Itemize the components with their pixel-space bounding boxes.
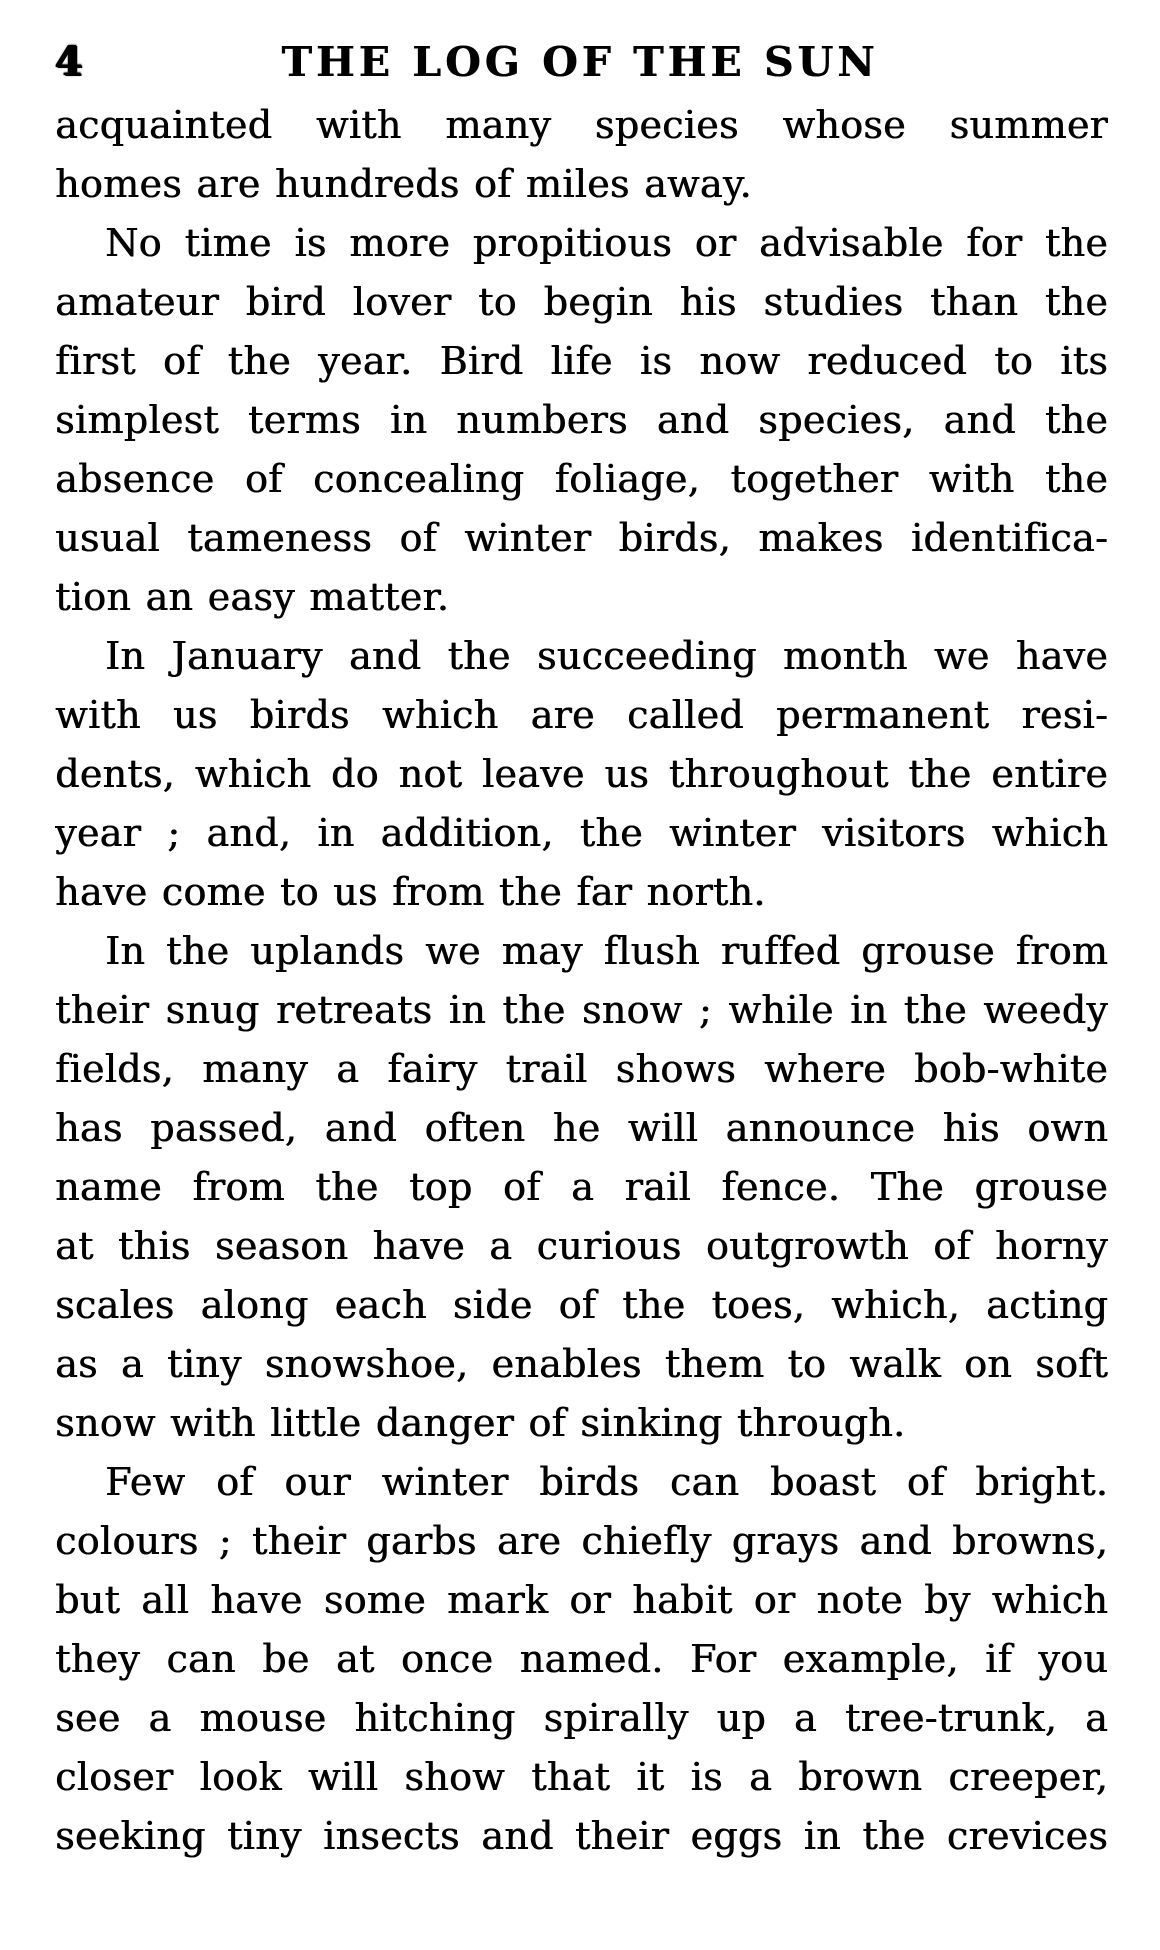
text-line: tion an easy matter.	[55, 575, 450, 619]
text-line: with us birds which are called permanent resi-	[55, 693, 1108, 737]
text-line: homes are hundreds of miles away.	[55, 162, 752, 206]
body-text	[55, 96, 1108, 1866]
text-line: year ; and, in addition, the winter visitors which	[55, 811, 1108, 855]
text-line: colours ; their garbs are chiefly grays and browns,	[55, 1519, 1108, 1563]
text-line: closer look will show that it is a brown creeper,	[55, 1755, 1108, 1799]
text-line: fields, many a fairy trail shows where bob-white	[55, 1047, 1108, 1091]
text-line: simplest terms in numbers and species, and the	[55, 398, 1108, 442]
text-line: as a tiny snowshoe, enables them to walk on soft	[55, 1342, 1108, 1386]
text-line: have come to us from the far north.	[55, 870, 766, 914]
text-line: name from the top of a rail fence. The grouse	[55, 1165, 1108, 1209]
text-line: usual tameness of winter birds, makes identifica-	[55, 516, 1108, 560]
text-line: snow with little danger of sinking through.	[55, 1401, 906, 1445]
running-header-title: THE LOG OF THE SUN	[281, 38, 879, 86]
text-line: No time is more propitious or advisable for the	[105, 221, 1108, 265]
text-line: they can be at once named. For example, if you	[55, 1637, 1108, 1681]
text-line: but all have some mark or habit or note by which	[55, 1578, 1108, 1622]
text-line: In the uplands we may flush ruffed grouse from	[105, 929, 1108, 973]
text-line: dents, which do not leave us throughout the entire	[55, 752, 1108, 796]
text-line: absence of concealing foliage, together with the	[55, 457, 1108, 501]
text-line: seeking tiny insects and their eggs in the crevices	[55, 1814, 1108, 1858]
text-line: acquainted with many species whose summer	[55, 103, 1108, 147]
text-line: see a mouse hitching spirally up a tree-trunk, a	[55, 1696, 1108, 1740]
text-line: at this season have a curious outgrowth of horny	[55, 1224, 1108, 1268]
text-line: In January and the succeeding month we have	[105, 634, 1108, 678]
text-line: scales along each side of the toes, which, acting	[55, 1283, 1108, 1327]
page-number: 4	[55, 38, 83, 85]
text-line: amateur bird lover to begin his studies than the	[55, 280, 1108, 324]
text-line: has passed, and often he will announce his own	[55, 1106, 1108, 1150]
text-line: their snug retreats in the snow ; while in the weedy	[55, 988, 1108, 1032]
text-line: first of the year. Bird life is now reduced to its	[55, 339, 1108, 383]
text-line: Few of our winter birds can boast of bright.	[105, 1460, 1108, 1504]
